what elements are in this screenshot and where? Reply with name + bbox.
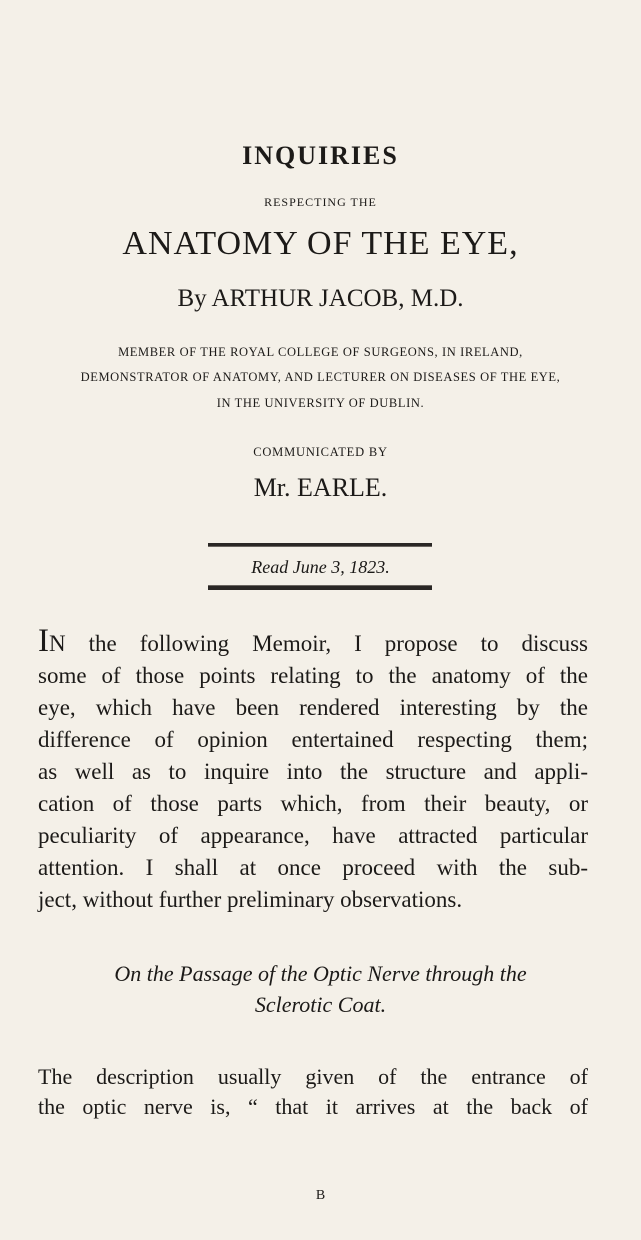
affiliation-line-2: DEMONSTRATOR OF ANATOMY, AND LECTURER ON DISEASES OF THE EYE, bbox=[80, 370, 561, 384]
title-anatomy: ANATOMY OF THE EYE, bbox=[122, 225, 519, 262]
drop-cap: I bbox=[38, 623, 49, 659]
paragraph-line: the optic nerve is, “ that it arrives at the back of bbox=[38, 1094, 588, 1119]
communicated-label: COMMUNICATED BY bbox=[253, 445, 388, 459]
paragraph-line: attention. I shall at once proceed with the sub- bbox=[38, 855, 588, 880]
paragraph-line: as well as to inquire into the structure and appli- bbox=[38, 759, 588, 784]
communicator-name: Mr. EARLE. bbox=[253, 473, 388, 502]
bottom-rule bbox=[208, 585, 432, 590]
paragraph-line: ject, without further preliminary observations. bbox=[38, 887, 463, 912]
paragraph-line: some of those points relating to the anatomy of the bbox=[38, 663, 588, 688]
paragraph-line: The description usually given of the entrance of bbox=[38, 1064, 588, 1089]
paragraph-line: peculiarity of appearance, have attracted particular bbox=[38, 823, 588, 848]
paragraph-line: eye, which have been rendered interesting by the bbox=[38, 695, 588, 720]
paragraph-line: difference of opinion entertained respecting them; bbox=[38, 727, 588, 752]
section-heading-line: On the Passage of the Optic Nerve through the bbox=[114, 961, 527, 986]
title-respecting: RESPECTING THE bbox=[264, 195, 377, 209]
paragraph-line: cation of those parts which, from their beauty, or bbox=[38, 791, 588, 816]
section-heading bbox=[0, 958, 641, 1020]
top-rule bbox=[208, 543, 432, 547]
affiliation-line-1: MEMBER OF THE ROYAL COLLEGE OF SURGEONS, IN IRELAND, bbox=[118, 345, 523, 359]
signature-mark: B bbox=[315, 1188, 326, 1203]
paragraph-memoir bbox=[38, 623, 588, 916]
section-heading-line: Sclerotic Coat. bbox=[254, 992, 387, 1017]
affiliation-line-3: IN THE UNIVERSITY OF DUBLIN. bbox=[216, 396, 425, 410]
author-line: By ARTHUR JACOB, M.D. bbox=[177, 285, 464, 312]
paragraph-optic-nerve bbox=[38, 1062, 588, 1122]
read-date: Read June 3, 1823. bbox=[251, 557, 390, 577]
title-inquiries: INQUIRIES bbox=[242, 141, 399, 170]
paragraph-line: IN the following Memoir, I propose to discuss bbox=[38, 623, 588, 659]
